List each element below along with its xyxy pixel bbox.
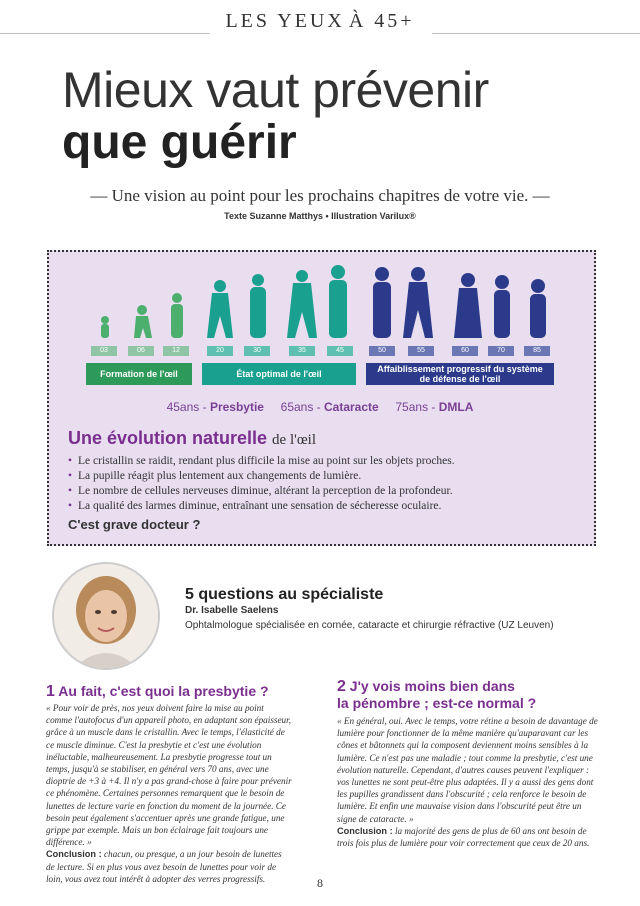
- age-tag: 45: [327, 346, 353, 356]
- adult-silhouettes: [207, 265, 347, 338]
- age-tag: 85: [524, 346, 550, 356]
- child-silhouettes: [101, 293, 183, 338]
- question-title: Au fait, c'est quoi la presbytie ?: [58, 683, 269, 699]
- question-1: [46, 683, 292, 885]
- header-rule-left: [0, 33, 210, 34]
- page-title-line1: Mieux vaut prévenir: [62, 62, 489, 118]
- phase-optimal: État optimal de l'œil: [202, 363, 356, 385]
- phase-formation: Formation de l'œil: [86, 363, 192, 385]
- doctor-portrait: [52, 562, 160, 670]
- section-kicker: [0, 10, 640, 33]
- conclusion-label: Conclusion :: [46, 849, 102, 860]
- conclusion-text: la majorité des gens de plus de 60 ans ont besoin de trois fois plus de lumière pour voir correctement que ceux de 20 ans.: [337, 825, 590, 849]
- question-2-body: « En général, oui. Avec le temps, votre rétine a besoin de davantage de lumière pour fonctionner de la même manière qu'auparavant car les cônes et bâtonnets qui la composent deviennent moins sensibles à la lumière. Ce n'est pas une maladie ; tout comme la presbytie, c'est une évolution naturelle. Cependant, d'autres causes peuvent l'expliquer : vos lunettes ne sont peut-être plus adaptées. Il y a aussi des gens dont les pupilles grandissent dans l'obscurité ; cela renforce le besoin de lumière. Et enfin une mauvaise vision dans l'obscurité peut être un signe de cataracte. »: [337, 716, 598, 824]
- question-2-conclusion: [337, 825, 599, 849]
- doctor-role: Ophtalmologue spécialisée en cornée, cataracte et chirurgie réfractive (UZ Leuven): [185, 620, 554, 631]
- question-1-heading: [46, 683, 292, 700]
- list-item: • La pupille réagit plus lentement aux changements de lumière.: [68, 469, 568, 484]
- portrait-image: [54, 564, 158, 668]
- specialist-title: 5 questions au spécialiste: [185, 586, 384, 603]
- age-tag: 20: [207, 346, 233, 356]
- evolution-heading: [68, 428, 316, 449]
- header-rule-right: [432, 33, 640, 34]
- list-item: • Le cristallin se raidit, rendant plus difficile la mise au point sur les objets proches.: [68, 454, 568, 469]
- evolution-list: [68, 454, 568, 514]
- question-number: 1: [46, 683, 55, 700]
- question-2: [337, 678, 599, 849]
- age-tag: 03: [91, 346, 117, 356]
- milestone-name: DMLA: [438, 400, 474, 414]
- age-tag: 35: [289, 346, 315, 356]
- page-number: 8: [317, 876, 323, 890]
- conclusion-label: Conclusion :: [337, 825, 393, 836]
- question-1-body: « Pour voir de près, nos yeux doivent faire la mise au point comme l'autofocus d'un appareil photo, en adaptant son épaisseur, grâce à un muscle dans le cristallin. Avec le temps, l'élasticité de ce muscle diminue. C'est la presbytie et c'est une évolution inéluctable, malheureusement. La presbytie progresse tout un temps, jusqu'à se stabiliser, en général vers 70 ans, avec une dioptrie de +3 à +4. Il n'y a pas grand-chose à faire pour prévenir ce phénomène. Certaines personnes remarquent que le besoin de lunettes de lecture varie en fonction du moment de la journée. Ce besoin peut également s'accentuer après une grande fatigue, une grippe par exemple. Mais un bon éclairage fait toujours une différence. »: [46, 703, 292, 848]
- doctor-name: Dr. Isabelle Saelens: [185, 605, 279, 616]
- kicker-main: LES YEUX: [225, 10, 345, 32]
- milestone-name: Presbytie: [209, 400, 264, 414]
- subtitle: — Une vision au point pour les prochains chapitres de votre vie. —: [90, 186, 550, 205]
- kicker-accent: À 45+: [348, 10, 415, 32]
- evolution-title-suffix: de l'œil: [272, 432, 316, 448]
- page-title-line2: que guérir: [62, 116, 297, 169]
- phase-weakening: Affaiblissement progressif du système de défense de l'œil: [366, 363, 554, 385]
- question-title-line2: la pénombre ; est-ce normal ?: [337, 695, 537, 711]
- question-2-heading: [337, 678, 599, 711]
- age-tag: 12: [163, 346, 189, 356]
- older-silhouettes: [373, 267, 546, 338]
- grave-question: C'est grave docteur ?: [68, 517, 201, 532]
- age-tag: 06: [128, 346, 154, 356]
- question-title-line1: J'y vois moins bien dans: [349, 678, 515, 694]
- question-number: 2: [337, 678, 346, 695]
- milestone-age: 45ans -: [166, 400, 210, 414]
- milestone-age: 65ans -: [280, 400, 324, 414]
- evolution-title: Une évolution naturelle: [68, 428, 268, 448]
- conclusion-text: chacun, ou presque, a un jour besoin de lunettes de lecture. Si en plus vous avez besoin de lunettes pour voir de loin, vous avez tout intérêt à adopter des verres progressifs.: [46, 849, 282, 884]
- age-tag: 30: [244, 346, 270, 356]
- milestone-age: 75ans -: [395, 400, 439, 414]
- age-tag: 70: [488, 346, 514, 356]
- age-tag: 55: [408, 346, 434, 356]
- credits: Texte Suzanne Matthys • Illustration Varilux®: [224, 211, 416, 221]
- list-item: • La qualité des larmes diminue, entraînant une sensation de sécheresse oculaire.: [68, 499, 568, 514]
- milestones: [0, 400, 640, 414]
- age-tag: 50: [369, 346, 395, 356]
- list-item: • Le nombre de cellules nerveuses diminue, altérant la perception de la profondeur.: [68, 484, 568, 499]
- aging-silhouettes-illustration: [80, 262, 560, 346]
- milestone-name: Cataracte: [324, 400, 379, 414]
- age-tag: 60: [452, 346, 478, 356]
